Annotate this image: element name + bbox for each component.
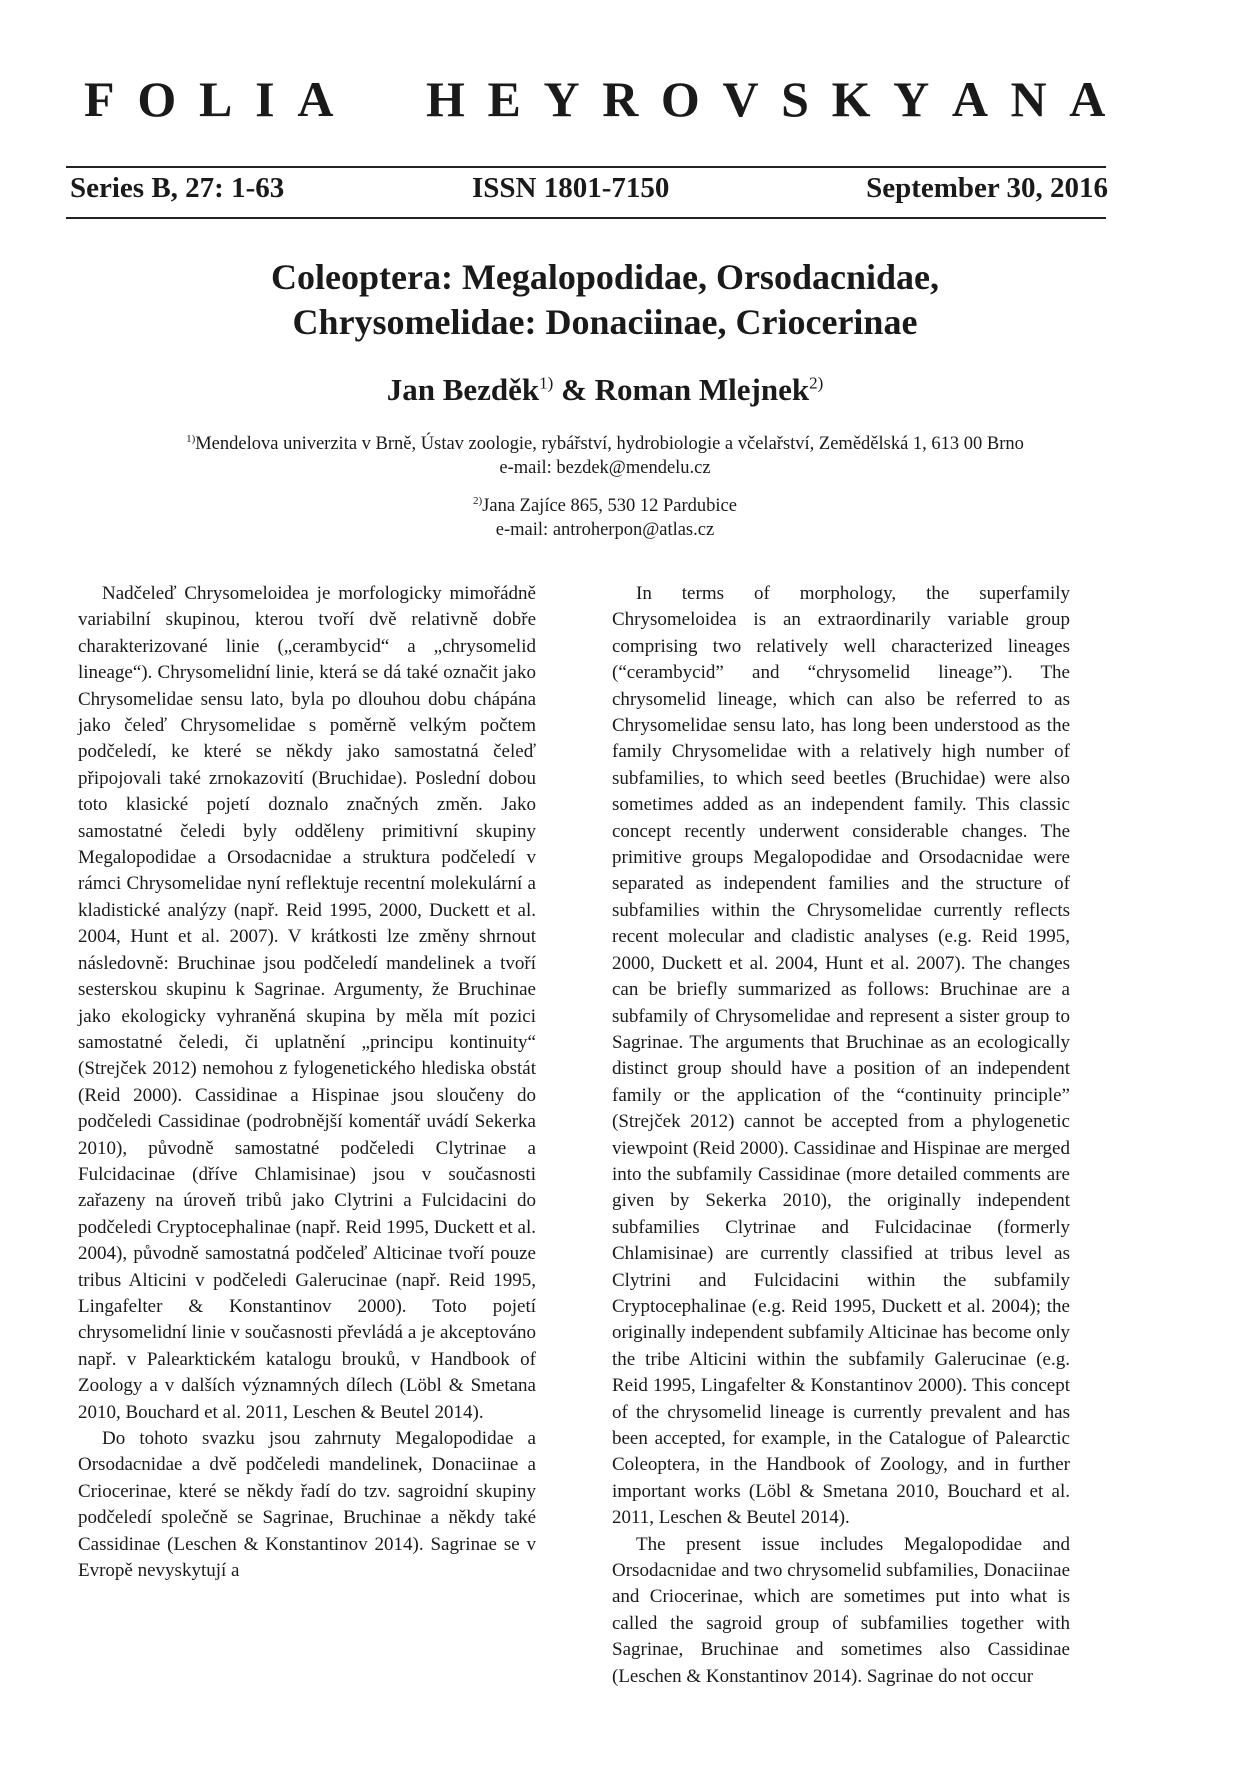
affiliation-2-address: Jana Zajíce 865, 530 12 Pardubice	[482, 496, 737, 516]
journal-title-letter: Y	[543, 71, 581, 127]
affiliation-1-address: Mendelova univerzita v Brně, Ústav zoologie, rybářství, hydrobiologie a včelařství, Zemědělská 1, 613 00 Brno	[195, 434, 1024, 454]
author-1-affiliation-mark: 1)	[539, 373, 554, 393]
journal-title-letter: A	[951, 71, 989, 127]
journal-title-letter: R	[602, 71, 639, 127]
journal-title-word-1	[84, 71, 334, 127]
affiliation-1-mark: 1)	[186, 432, 196, 445]
publication-date: September 30, 2016	[866, 172, 1108, 204]
english-paragraph-2: The present issue includes Megalopodidae and Orsodacnidae and two chrysomelid subfamilies, Donaciinae and Criocerinae, which are sometimes put into what is called the sagroid group of subfamilies together with Sagrinae, Bruchinae and sometimes also Cassidinae (Leschen & Konstantinov 2014). Sagrinae do not occur	[612, 1533, 1070, 1687]
affiliation-2	[90, 494, 1120, 542]
affiliation-2-mark: 2)	[473, 494, 483, 507]
paper-title-line-1: Coleoptera: Megalopodidae, Orsodacnidae,	[271, 257, 939, 297]
affiliation-1-email: e-mail: bezdek@mendelu.cz	[499, 458, 711, 478]
journal-title-letter: L	[198, 71, 233, 127]
header-rule-bottom	[66, 217, 1106, 219]
paper-title-line-2: Chrysomelidae: Donaciinae, Criocerinae	[292, 302, 918, 342]
series-volume: Series B, 27: 1-63	[70, 172, 285, 204]
journal-title-letter: F	[84, 71, 116, 127]
author-2: Roman Mlejnek	[594, 372, 810, 407]
journal-title-letter: N	[1010, 71, 1048, 127]
affiliation-1	[90, 432, 1120, 480]
header-rule-top	[66, 166, 1106, 168]
journal-title-letter: V	[722, 71, 760, 127]
journal-title-letter: H	[426, 71, 466, 127]
czech-text-column	[78, 581, 536, 1584]
english-paragraph-1: In terms of morphology, the superfamily Chrysomeloidea is an extraordinarily variable group comprising two relatively well characterized lineages (“cerambycid” and “chrysomelid lineage”). The chrysomelid lineage, which can also be referred to as Chrysomelidae sensu lato, has long been understood as the family Chrysomelidae with a relatively high number of subfamilies, to which seed beetles (Bruchidae) were also sometimes added as an independent family. This classic concept recently underwent considerable changes. The primitive groups Megalopodidae and Orsodacnidae were separated as independent families and the structure of subfamilies within the Chrysomelidae currently reflects recent molecular and cladistic analyses (e.g. Reid 1995, 2000, Duckett et al. 2004, Hunt et al. 2007). The changes can be briefly summarized as follows: Bruchinae are a subfamily of Chrysomelidae and represent a sister group to Sagrinae. The arguments that Bruchinae as an ecologically distinct group should have a position of an independent family or the application of the “continuity principle” (Strejček 2012) cannot be accepted from a phylogenetic viewpoint (Reid 2000). Cassidinae and Hispinae are merged into the subfamily Cassidinae (more detailed comments are given by Sekerka 2010), the originally independent subfamilies Clytrinae and Fulcidacinae (formerly Chlamisinae) are currently classified at tribus level as Clytrini and Fulcidacini within the subfamily Cryptocephalinae (e.g. Reid 1995, Duckett et al. 2004); the originally independent subfamily Alticinae has become only the tribe Alticini within the subfamily Galerucinae (e.g. Reid 1995, Lingafelter & Konstantinov 2000). This concept of the chrysomelid lineage is currently prevalent and has been accepted, for example, in the Catalogue of Palearctic Coleoptera, in the Handbook of Zoology, and in further important works (Löbl & Smetana 2010, Bouchard et al. 2011, Leschen & Beutel 2014).	[612, 583, 1070, 1529]
author-separator: &	[553, 372, 595, 407]
journal-title-letter: E	[487, 71, 522, 127]
journal-title-letter: O	[137, 71, 177, 127]
affiliation-2-email: e-mail: antroherpon@atlas.cz	[495, 520, 715, 540]
journal-title-letter: I	[255, 71, 276, 127]
journal-title-letter: A	[297, 71, 334, 127]
authors	[140, 374, 1070, 405]
journal-title-letter: S	[781, 71, 810, 127]
issn: ISSN 1801-7150	[472, 172, 670, 204]
journal-title-letter: Y	[893, 71, 930, 127]
journal-title-letter: A	[1069, 71, 1106, 127]
journal-title-letter: O	[660, 71, 701, 127]
author-2-affiliation-mark: 2)	[809, 373, 824, 393]
journal-title	[84, 71, 1106, 127]
author-1: Jan Bezděk	[386, 372, 540, 407]
journal-title-word-2	[426, 71, 1106, 127]
czech-paragraph-1: Nadčeleď Chrysomeloidea je morfologicky mimořádně variabilní skupinou, kterou tvoří dvě relativně dobře charakterizované linie („cerambycid“ a „chrysomelid lineage“). Chrysomelidní linie, která se dá také označit jako Chrysomelidae sensu lato, byla po dlouhou dobu chápána jako čeleď Chrysomelidae s poměrně velkým počtem podčeledí, ke které se někdy jako samostatná čeleď připojovali také zrnokazovití (Bruchidae). Poslední dobou toto klasické pojetí doznalo značných změn. Jako samostatné čeledi byly odděleny primitivní skupiny Megalopodidae a Orsodacnidae a struktura podčeledí v rámci Chrysomelidae nyní reflektuje recentní molekulární a kladistické analýzy (např. Reid 1995, 2000, Duckett et al. 2004, Hunt et al. 2007). V krátkosti lze změny shrnout následovně: Bruchinae jsou podčeledí mandelinek a tvoří sesterskou skupinu k Sagrinae. Argumenty, že Bruchinae jako ekologicky vyhraněná skupina by měla mít pozici samostatné čeledi, či uplatnění „principu kontinuity“ (Strejček 2012) nemohou z fylogenetického hlediska obstát (Reid 2000). Cassidinae a Hispinae jsou sloučeny do podčeledi Cassidinae (podrobnější komentář uvádí Sekerka 2010), původně samostatné podčeledi Clytrinae a Fulcidacinae (dříve Chlamisinae) jsou v současnosti zařazeny na úroveň tribů jako Clytrini a Fulcidacini do podčeledi Cryptocephalinae (např. Reid 1995, Duckett et al. 2004), původně samostatná podčeleď Alticinae tvoří pouze tribus Alticini v podčeledi Galerucinae (např. Reid 1995, Lingafelter & Konstantinov 2000). Toto pojetí chrysomelidní linie v současnosti převládá a je akceptováno např. v Palearktickém katalogu brouků, v Handbook of Zoology a v dalších významných dílech (Löbl & Smetana 2010, Bouchard et al. 2011, Leschen & Beutel 2014).	[78, 583, 536, 1423]
journal-title-letter: K	[831, 71, 871, 127]
english-text-column	[612, 581, 1070, 1690]
czech-paragraph-2: Do tohoto svazku jsou zahrnuty Megalopodidae a Orsodacnidae a dvě podčeledi mandelinek, Donaciinae a Criocerinae, které se někdy řadí do tzv. sagroidní skupiny podčeledí společně se Sagrinae, Bruchinae a někdy také Cassidinae (Leschen & Konstantinov 2014). Sagrinae se v Evropě nevyskytují a	[78, 1428, 536, 1582]
paper-title	[140, 255, 1070, 345]
